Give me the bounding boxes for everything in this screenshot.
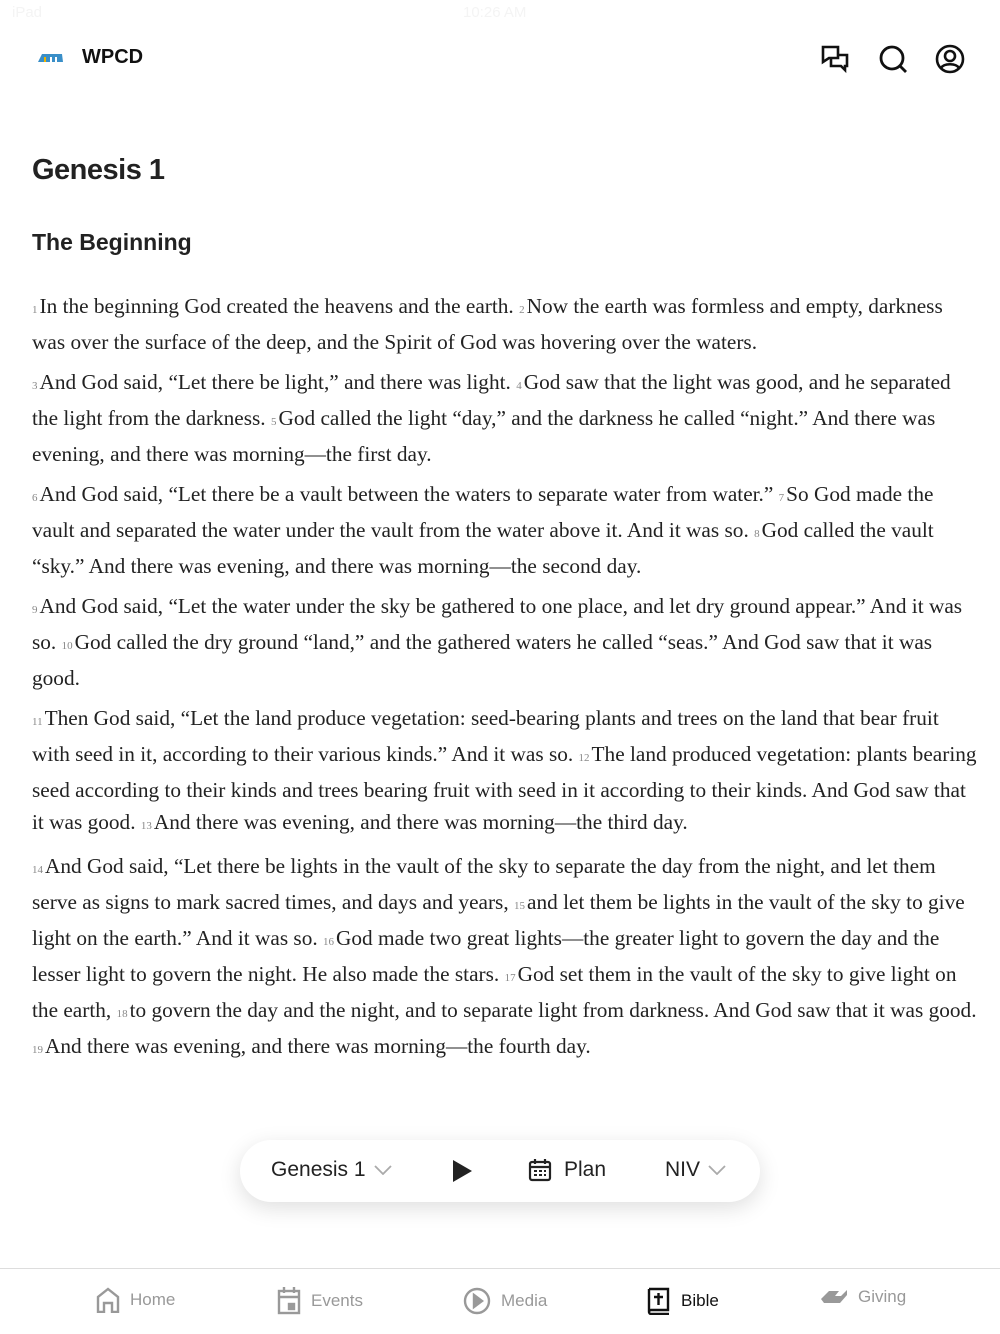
- verse-number: 10: [61, 640, 73, 652]
- verse-number: 19: [32, 1044, 43, 1056]
- reader-toolbar: [240, 1140, 760, 1202]
- tab-giving[interactable]: [820, 1287, 906, 1307]
- scripture-paragraph: [32, 366, 977, 470]
- verse-text[interactable]: The land produced vegetation: plants bearing seed according to their kinds and trees bearing fruit with seed in it according to their kinds. And God saw that it was good.: [32, 742, 977, 834]
- verse-text[interactable]: God called the vault “sky.” And there was evening, and there was morning—the second day.: [32, 518, 934, 578]
- scripture-paragraph: [32, 850, 977, 1066]
- verse-text[interactable]: And God said, “Let the water under the sky be gathered to one place, and let dry ground appear.” And it was so.: [32, 594, 963, 654]
- scripture-paragraph: [32, 702, 977, 842]
- chapter-label: Genesis 1: [271, 1158, 366, 1181]
- verse-number: 18: [116, 1008, 128, 1020]
- play-icon[interactable]: [452, 1160, 472, 1182]
- brand-name: WPCD: [82, 46, 144, 68]
- verse-text[interactable]: So God made the vault and separated the water under the vault from the water above it. And it was so.: [32, 482, 934, 542]
- device-name: iPad: [12, 4, 43, 21]
- clock: 10:26 AM: [463, 4, 527, 21]
- verse-text[interactable]: God saw that the light was good, and he separated the light from the darkness.: [32, 370, 951, 430]
- verse-text[interactable]: And God said, “Let there be a vault between the waters to separate water from water.”: [39, 482, 774, 506]
- tab-bible[interactable]: [647, 1287, 719, 1315]
- tab-home[interactable]: [96, 1287, 175, 1313]
- verse-text[interactable]: Then God said, “Let the land produce vegetation: seed-bearing plants and trees on the land that bear fruit with seed in it, according to their various kinds.” And it was so.: [32, 706, 939, 766]
- chapter-selector[interactable]: [271, 1158, 392, 1182]
- scripture-paragraph: [32, 478, 977, 582]
- verse-number: 17: [504, 972, 516, 984]
- tab-label: Home: [130, 1290, 176, 1309]
- giving-hand-icon: [820, 1287, 848, 1307]
- play-circle-icon: [463, 1287, 491, 1315]
- verse-text[interactable]: And God said, “Let there be light,” and there was light.: [39, 370, 511, 394]
- tab-label: Events: [311, 1291, 363, 1310]
- verse-text[interactable]: Now the earth was formless and empty, darkness was over the surface of the deep, and the Spirit of God was hovering over the waters.: [32, 294, 943, 354]
- verse-text[interactable]: and let them be lights in the vault of the sky to give light on the earth.” And it was so.: [32, 890, 965, 950]
- verse-number: 3: [32, 380, 38, 392]
- verse-number: 8: [754, 528, 760, 540]
- scripture-text: [32, 290, 977, 1074]
- profile-icon[interactable]: [933, 42, 967, 76]
- plan-button[interactable]: [528, 1158, 606, 1182]
- verse-text[interactable]: In the beginning God created the heavens and the earth.: [39, 294, 514, 318]
- tab-bar: [0, 1268, 1000, 1334]
- search-icon[interactable]: [876, 42, 910, 76]
- verse-number: 4: [516, 380, 522, 392]
- verse-text[interactable]: to govern the day and the night, and to separate light from darkness. And God saw that it was good.: [129, 998, 977, 1022]
- chevron-down-icon: [708, 1165, 726, 1175]
- calendar-icon: [277, 1287, 301, 1315]
- tab-label: Media: [501, 1291, 548, 1310]
- verse-text[interactable]: God made two great lights—the greater light to govern the day and the lesser light to govern the night. He also made the stars.: [32, 926, 940, 986]
- tab-events[interactable]: [277, 1287, 363, 1315]
- verse-number: 15: [514, 900, 526, 912]
- verse-text[interactable]: God set them in the vault of the sky to give light on the earth,: [32, 962, 957, 1022]
- messages-icon[interactable]: [818, 42, 852, 76]
- verse-text[interactable]: And God said, “Let there be lights in the vault of the sky to separate the day from the night, and let them serve as signs to mark sacred times, and days and years,: [32, 854, 936, 914]
- bible-icon: [647, 1287, 671, 1315]
- verse-number: 5: [270, 416, 277, 428]
- home-icon: [96, 1287, 120, 1313]
- version-selector[interactable]: [665, 1158, 726, 1182]
- verse-number: 14: [32, 864, 43, 876]
- version-label: NIV: [665, 1158, 701, 1181]
- calendar-icon: [528, 1158, 552, 1182]
- plan-label: Plan: [564, 1158, 607, 1181]
- tab-label: Giving: [858, 1287, 907, 1306]
- verse-number: 6: [32, 492, 38, 504]
- verse-text[interactable]: God called the dry ground “land,” and the gathered waters he called “seas.” And God saw that it was good.: [32, 630, 933, 690]
- verse-number: 16: [323, 936, 335, 948]
- scripture-paragraph: [32, 590, 977, 694]
- tab-label: Bible: [681, 1291, 719, 1310]
- section-title: The Beginning: [32, 229, 192, 255]
- verse-number: 12: [578, 752, 590, 764]
- verse-number: 11: [32, 716, 43, 728]
- scripture-paragraph: [32, 290, 977, 358]
- chevron-down-icon: [374, 1165, 392, 1175]
- verse-number: 2: [519, 304, 525, 316]
- verse-number: 13: [140, 820, 152, 832]
- verse-text[interactable]: And there was evening, and there was morning—the third day.: [153, 810, 688, 834]
- church-logo-icon: [36, 53, 64, 63]
- app-header: [0, 36, 1000, 82]
- verse-number: 9: [32, 604, 38, 616]
- tab-media[interactable]: [463, 1287, 547, 1315]
- verse-number: 7: [778, 492, 785, 504]
- verse-text[interactable]: God called the light “day,” and the darkness he called “night.” And there was evening, and there was morning—the first day.: [32, 406, 936, 466]
- verse-number: 1: [32, 304, 38, 316]
- verse-text[interactable]: And there was evening, and there was morning—the fourth day.: [45, 1034, 591, 1058]
- chapter-title: Genesis 1: [32, 154, 165, 186]
